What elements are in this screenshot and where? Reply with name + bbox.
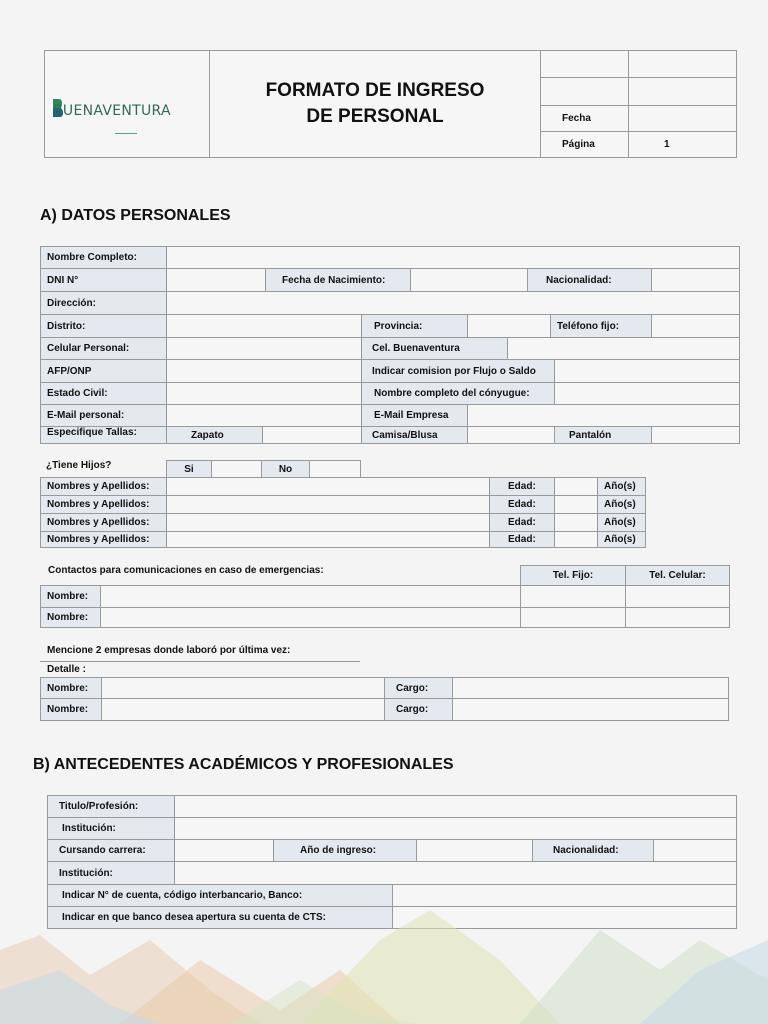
hijo-nombre-field[interactable]	[166, 477, 490, 496]
hijo-edad-label: Edad:	[489, 513, 555, 532]
cursando-carrera-field[interactable]	[174, 839, 274, 862]
contactos-title: Contactos para comunicaciones en caso de emergencias:	[48, 565, 324, 576]
empresa-nombre-label: Nombre:	[40, 677, 102, 699]
indicar-cuenta-label: Indicar N° de cuenta, código interbancario, Banco:	[47, 884, 393, 907]
email-empresa-label: E-Mail Empresa	[361, 404, 468, 427]
logo-cell	[45, 51, 210, 157]
institucion-field[interactable]	[174, 817, 737, 840]
contacto-nombre-field[interactable]	[100, 607, 521, 628]
email-empresa-field[interactable]	[467, 404, 740, 427]
empresa-cargo-field[interactable]	[452, 698, 729, 721]
fecha-label: Fecha	[540, 106, 628, 132]
nacionalidad-field[interactable]	[651, 268, 740, 292]
hijo-nombre-label: Nombres y Apellidos:	[40, 495, 167, 514]
institucion-label: Institución:	[47, 817, 175, 840]
cel-buenaventura-label: Cel. Buenaventura	[361, 337, 508, 360]
si-label: Si	[166, 460, 212, 479]
indicar-comision-field[interactable]	[554, 359, 740, 383]
hijo-edad-label: Edad:	[489, 495, 555, 514]
fecha-nacimiento-field[interactable]	[410, 268, 528, 292]
institucion2-label: Institución:	[47, 861, 175, 885]
contacto-tel-fijo-field[interactable]	[520, 607, 626, 628]
celular-personal-label: Celular Personal:	[40, 337, 167, 360]
meta-row-2	[540, 78, 736, 106]
nacionalidad-b-label: Nacionalidad:	[532, 839, 654, 862]
empresa-nombre-label: Nombre:	[40, 698, 102, 721]
nombre-completo-label: Nombre Completo:	[40, 246, 167, 269]
ano-ingreso-label: Año de ingreso:	[273, 839, 417, 862]
section-a-title: A) DATOS PERSONALES	[40, 207, 231, 224]
contacto-nombre-label: Nombre:	[40, 607, 101, 628]
cel-buenaventura-field[interactable]	[507, 337, 740, 360]
empresa-cargo-label: Cargo:	[384, 677, 453, 699]
hijo-edad-field[interactable]	[554, 513, 598, 532]
camisa-blusa-field[interactable]	[467, 426, 555, 444]
detalle-label: Detalle :	[47, 664, 86, 675]
empresas-divider	[40, 661, 360, 662]
especifique-tallas-label: Especifique Tallas:	[40, 426, 167, 444]
empresa-cargo-field[interactable]	[452, 677, 729, 699]
estado-civil-label: Estado Civil:	[40, 382, 167, 405]
dni-field[interactable]	[166, 268, 266, 292]
hijo-nombre-label: Nombres y Apellidos:	[40, 477, 167, 496]
tel-fijo-header: Tel. Fijo:	[520, 565, 626, 586]
empresas-title: Mencione 2 empresas donde laboró por última vez:	[47, 645, 291, 656]
hijo-nombre-field[interactable]	[166, 513, 490, 532]
zapato-field[interactable]	[262, 426, 362, 444]
indicar-cts-label: Indicar en que banco desea apertura su cuenta de CTS:	[47, 906, 393, 929]
hijo-anos-label: Año(s)	[597, 495, 646, 514]
nombre-conyugue-field[interactable]	[554, 382, 740, 405]
camisa-blusa-label: Camisa/Blusa	[361, 426, 468, 444]
zapato-label: Zapato	[166, 426, 263, 444]
hijo-edad-label: Edad:	[489, 531, 555, 548]
distrito-field[interactable]	[166, 314, 362, 338]
contacto-tel-celular-field[interactable]	[625, 585, 730, 608]
tiene-hijos-label: ¿Tiene Hijos?	[46, 460, 112, 471]
header-meta-grid	[540, 51, 736, 157]
telefono-fijo-field[interactable]	[651, 314, 740, 338]
nombre-conyugue-label: Nombre completo del cónyugue:	[361, 382, 555, 405]
nacionalidad-label: Nacionalidad:	[527, 268, 652, 292]
empresa-nombre-field[interactable]	[101, 677, 385, 699]
afp-onp-label: AFP/ONP	[40, 359, 167, 383]
ano-ingreso-field[interactable]	[416, 839, 533, 862]
hijo-anos-label: Año(s)	[597, 531, 646, 548]
decorative-mountains-background	[0, 880, 768, 1024]
titulo-profesion-field[interactable]	[174, 795, 737, 818]
hijo-edad-label: Edad:	[489, 477, 555, 496]
cursando-carrera-label: Cursando carrera:	[47, 839, 175, 862]
logo-text: BUENAVENTURA	[53, 103, 171, 119]
section-b-title: B) ANTECEDENTES ACADÉMICOS Y PROFESIONALES	[33, 756, 454, 773]
hijo-nombre-label: Nombres y Apellidos:	[40, 513, 167, 532]
afp-onp-field[interactable]	[166, 359, 362, 383]
email-personal-label: E-Mail personal:	[40, 404, 167, 427]
logo-underline	[115, 133, 137, 134]
celular-personal-field[interactable]	[166, 337, 362, 360]
hijo-edad-field[interactable]	[554, 477, 598, 496]
fecha-nacimiento-label: Fecha de Nacimiento:	[265, 268, 411, 292]
fecha-value[interactable]	[628, 106, 736, 132]
provincia-field[interactable]	[467, 314, 551, 338]
contacto-nombre-label: Nombre:	[40, 585, 101, 608]
telefono-fijo-label: Teléfono fijo:	[550, 314, 652, 338]
direccion-field[interactable]	[166, 291, 740, 315]
title-cell	[210, 51, 541, 157]
form-title-line1: FORMATO DE INGRESO	[265, 80, 485, 101]
tel-celular-header: Tel. Celular:	[625, 565, 730, 586]
empresa-cargo-label: Cargo:	[384, 698, 453, 721]
hijo-nombre-label: Nombres y Apellidos:	[40, 531, 167, 548]
meta-row-1	[540, 51, 736, 78]
hijo-anos-label: Año(s)	[597, 513, 646, 532]
form-title-line2: DE PERSONAL	[306, 106, 444, 127]
nacionalidad-b-field[interactable]	[653, 839, 737, 862]
hijo-nombre-field[interactable]	[166, 495, 490, 514]
titulo-profesion-label: Titulo/Profesión:	[47, 795, 175, 818]
no-label: No	[261, 460, 310, 479]
header-box	[44, 50, 737, 158]
hijo-edad-field[interactable]	[554, 495, 598, 514]
pantalon-label: Pantalón	[554, 426, 652, 444]
estado-civil-field[interactable]	[166, 382, 362, 405]
email-personal-field[interactable]	[166, 404, 362, 427]
contacto-nombre-field[interactable]	[100, 585, 521, 608]
hijo-anos-label: Año(s)	[597, 477, 646, 496]
contacto-tel-celular-field[interactable]	[625, 607, 730, 628]
distrito-label: Distrito:	[40, 314, 167, 338]
pagina-value: 1	[664, 139, 670, 150]
hijo-edad-field[interactable]	[554, 531, 598, 548]
pagina-label: Página	[562, 139, 595, 150]
dni-label: DNI N°	[40, 268, 167, 292]
indicar-comision-label: Indicar comision por Flujo o Saldo	[361, 359, 555, 383]
provincia-label: Provincia:	[361, 314, 468, 338]
nombre-completo-field[interactable]	[166, 246, 740, 269]
direccion-label: Dirección:	[40, 291, 167, 315]
pantalon-field[interactable]	[651, 426, 740, 444]
contacto-tel-fijo-field[interactable]	[520, 585, 626, 608]
empresa-nombre-field[interactable]	[101, 698, 385, 721]
hijo-nombre-field[interactable]	[166, 531, 490, 548]
